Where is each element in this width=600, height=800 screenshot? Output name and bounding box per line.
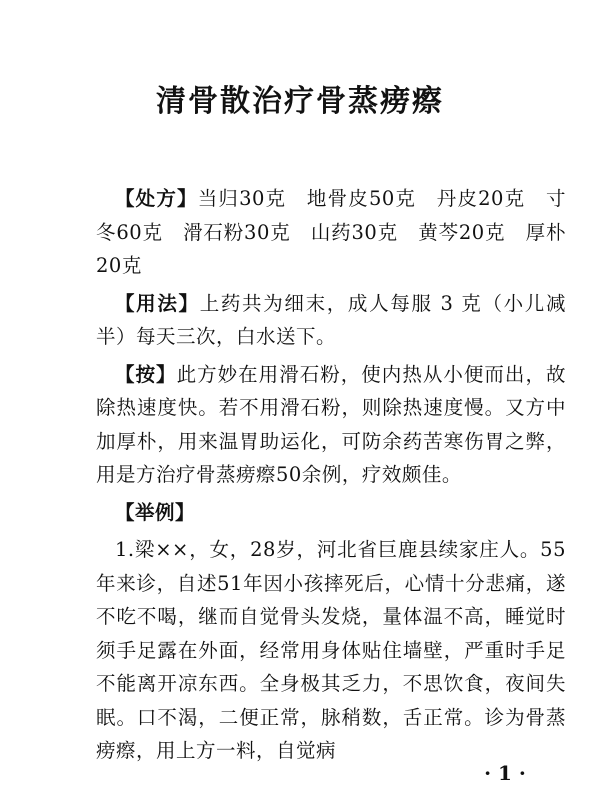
page-number: · 1 · (484, 761, 526, 785)
page-title: 清骨散治疗骨蒸痨瘵 (156, 84, 444, 119)
article-body (96, 178, 566, 768)
usage-paragraph (96, 287, 566, 354)
note-text: 此方妙在用滑石粉，使内热从小便而出，故除热速度快。若不用滑石粉，则除热速度慢。又方中加厚朴，用来温胃助运化，可防余药苦寒伤胃之弊，用是方治疗骨蒸痨瘵50余例，疗效颇佳。 (96, 362, 566, 486)
usage-heading: 【用法】 (115, 291, 200, 315)
prescription-paragraph (96, 182, 566, 283)
usage-text: 上药共为细末，成人每服 3 克（小儿减半）每天三次，白水送下。 (96, 291, 566, 348)
note-heading: 【按】 (115, 362, 177, 386)
case-text: 1.梁××，女，28岁，河北省巨鹿县续家庄人。55年来诊，自述51年因小孩摔死后，心情十分悲痛，遂不吃不喝，继而自觉骨头发烧，量体温不高，睡觉时须手足露在外面，经常用身体贴住墙壁，严重时手足不能离开凉东西。全身极其乏力，不思饮食，夜间失眠。口不渴，二便正常，脉稍数，舌正常。诊为骨蒸痨瘵，用上方一料，自觉病 (96, 538, 566, 762)
prescription-heading: 【处方】 (115, 187, 198, 210)
note-paragraph (96, 358, 566, 492)
prescription-text: 当归30克 地骨皮50克 丹皮20克 寸冬60克 滑石粉30克 山药30克 黄芩20克 厚朴20克 (96, 187, 566, 277)
case-paragraph (96, 533, 566, 768)
examples-heading: 【举例】 (115, 500, 196, 524)
examples-paragraph (96, 496, 566, 530)
